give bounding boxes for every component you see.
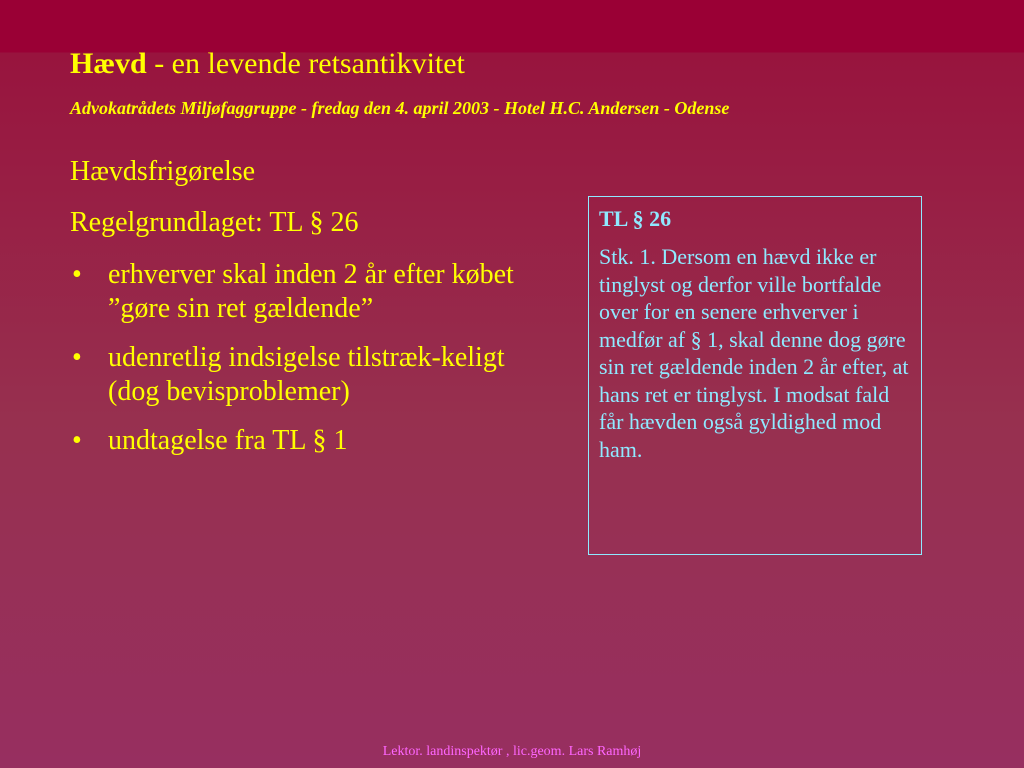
- heading-regelgrundlaget: Regelgrundlaget: TL § 26: [70, 207, 359, 238]
- slide-footer: Lektor. landinspektør , lic.geom. Lars Ramhøj: [382, 744, 642, 759]
- law-box-text: Stk. 1. Dersom en hævd ikke er tinglyst og derfor ville bortfalde over for en senere erhverver i medfør af § 1, skal denne dog gøre sin ret gældende inden 2 år efter, at hans ret er tinglyst. I modsat fald får hævden også gyldighed mod ham.: [599, 244, 909, 462]
- bullet-item: [70, 424, 540, 458]
- slide-title: [70, 44, 465, 84]
- law-box-title: TL § 26: [599, 206, 672, 231]
- bullet-text: udenretlig indsigelse tilstræk-keligt (dog bevisproblemer): [108, 342, 505, 407]
- bullet-dot-icon: •: [72, 342, 82, 373]
- heading-haevdsfrigoerelse: Hævdsfrigørelse: [70, 156, 256, 187]
- slide-subtitle: Advokatrådets Miljøfaggruppe - fredag den 4. april 2003 - Hotel H.C. Andersen - Odense: [70, 98, 730, 118]
- bullet-text: erhverver skal inden 2 år efter købet ”gøre sin ret gældende”: [108, 259, 514, 324]
- slide-title-rest: - en levende retsantikvitet: [146, 47, 465, 80]
- bullet-text: undtagelse fra TL § 1: [108, 425, 348, 456]
- slide-title-main: Hævd: [70, 47, 147, 80]
- bullet-list: [70, 258, 540, 473]
- law-text-box: [588, 196, 922, 555]
- bullet-item: [70, 341, 540, 409]
- bullet-dot-icon: •: [72, 425, 82, 456]
- bullet-item: [70, 258, 540, 326]
- bullet-dot-icon: •: [72, 259, 82, 290]
